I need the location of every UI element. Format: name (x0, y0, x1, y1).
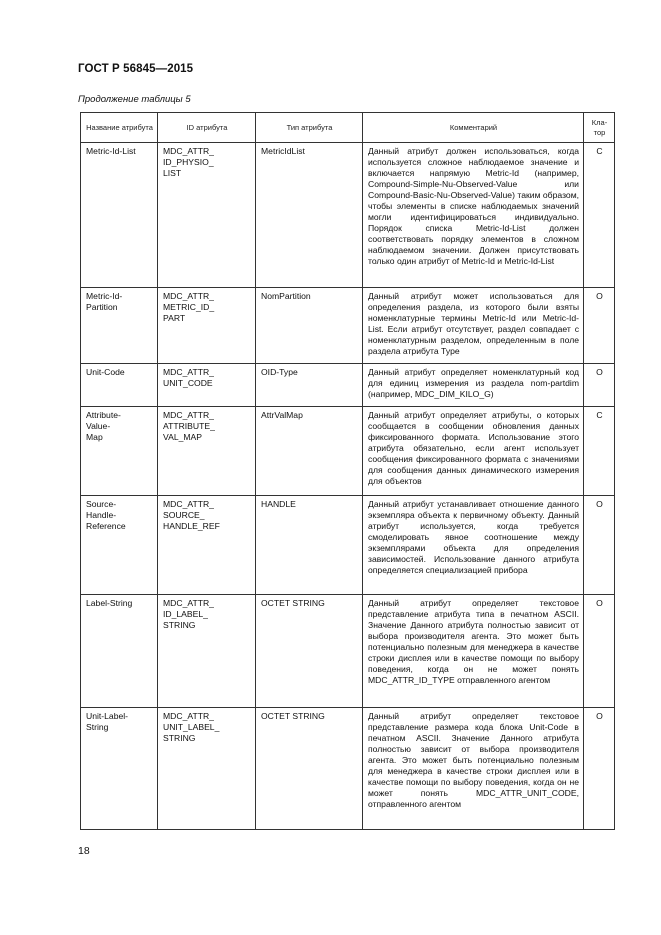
table-row (81, 496, 615, 595)
attribute-name-cell: Metric-Id-List (81, 143, 158, 288)
attribute-type-cell: HANDLE (256, 496, 363, 595)
attribute-comment-cell: Данный атрибут определяет текстовое представление размера кода блока Unit-Code в печатном ASCII. Значение Данного атрибута полностью зависит от выбора производителя агента. Это может быть потенциально полезным для менеджера в качестве строки дисплея или в качестве помощи по выбору поведения, когда он не может понять MDC_ATTR_UNIT_CODE, отправленного агентом (363, 708, 584, 830)
attribute-id-cell: MDC_ATTR_ UNIT_LABEL_ STRING (158, 708, 256, 830)
column-header-id: ID атрибута (158, 113, 256, 143)
attribute-comment-cell: Данный атрибут определяет текстовое представление атрибута типа в печатном ASCII. Значение Данного атрибута полностью зависит от выбора производителя агента. Это может быть потенциально полезным для менеджера в качестве строки дисплея или в качестве помощи по выбору поведения, когда он не может понять MDC_ATTR_ID_TYPE отправленного агентом (363, 595, 584, 708)
attribute-comment-cell: Данный атрибут должен использоваться, когда используется сложное наблюдаемое значение и включается напрямую Metric-Id (например, Compound-Simple-Nu-Observed-Value или Compound-Basic-Nu-Observed-Value) таким образом, чтобы элементы в списке наблюдаемых значений могли идентифицироваться индивидуально. Порядок списка Metric-Id-List должен соответствовать порядку элементов в сложном наблюдаемом значении. Должен присутствовать только один атрибут of Metric-Id и Metric-Id-List (363, 143, 584, 288)
table-row (81, 407, 615, 496)
attribute-name-cell: Metric-Id- Partition (81, 288, 158, 364)
table-row (81, 143, 615, 288)
attribute-class-cell: O (584, 288, 615, 364)
attribute-name-cell: Source- Handle- Reference (81, 496, 158, 595)
attribute-type-cell: NomPartition (256, 288, 363, 364)
attribute-class-cell: O (584, 595, 615, 708)
attribute-class-cell: O (584, 496, 615, 595)
attribute-id-cell: MDC_ATTR_ METRIC_ID_ PART (158, 288, 256, 364)
table-row (81, 288, 615, 364)
table-header-row (81, 113, 615, 143)
column-header-type: Тип атрибута (256, 113, 363, 143)
column-header-class: Кла- тор (584, 113, 615, 143)
attribute-comment-cell: Данный атрибут определяет атрибуты, о которых сообщается в сообщении обновления данных фиксированного формата. Использование этого атрибута обязательно, если агент использует сообщения фиксированного формата с значениями для сообщения данных динамического измерения для объектов (363, 407, 584, 496)
attribute-comment-cell: Данный атрибут устанавливает отношение данного экземпляра объекта к первичному объекту. Данный атрибут используется, когда требуется смоделировать явное соотношение между экземплярами объекта для определения зависимостей. Использование данного атрибута определяется специализацией прибора (363, 496, 584, 595)
attribute-name-cell: Attribute- Value- Map (81, 407, 158, 496)
attribute-type-cell: MetricIdList (256, 143, 363, 288)
attribute-name-cell: Label-String (81, 595, 158, 708)
attribute-id-cell: MDC_ATTR_ ID_LABEL_ STRING (158, 595, 256, 708)
attribute-type-cell: OCTET STRING (256, 595, 363, 708)
attribute-id-cell: MDC_ATTR_ ATTRIBUTE_ VAL_MAP (158, 407, 256, 496)
attribute-id-cell: MDC_ATTR_ UNIT_CODE (158, 364, 256, 407)
attribute-name-cell: Unit-Label- String (81, 708, 158, 830)
attribute-class-cell: O (584, 708, 615, 830)
attribute-class-cell: C (584, 407, 615, 496)
attribute-class-cell: O (584, 364, 615, 407)
standard-title: ГОСТ Р 56845—2015 (78, 63, 194, 75)
column-header-comment: Комментарий (363, 113, 584, 143)
table-row (81, 708, 615, 830)
page-number: 18 (78, 845, 90, 857)
attribute-id-cell: MDC_ATTR_ ID_PHYSIO_ LIST (158, 143, 256, 288)
attributes-table (80, 112, 615, 830)
column-header-name: Название атрибута (81, 113, 158, 143)
attribute-type-cell: OCTET STRING (256, 708, 363, 830)
attribute-comment-cell: Данный атрибут может использоваться для определения раздела, из которого были взяты номенклатурные термины Metric-Id или Metric-Id-List. Если атрибут отсутствует, раздел совпадает с номенклатурным разделом, определенным в поле раздела атрибута Type (363, 288, 584, 364)
attribute-type-cell: OID-Type (256, 364, 363, 407)
attribute-name-cell: Unit-Code (81, 364, 158, 407)
attribute-id-cell: MDC_ATTR_ SOURCE_ HANDLE_REF (158, 496, 256, 595)
attribute-comment-cell: Данный атрибут определяет номенклатурный код для единиц измерения из раздела nom-partdim (например, MDC_DIM_KILO_G) (363, 364, 584, 407)
table-row (81, 364, 615, 407)
attribute-type-cell: AttrValMap (256, 407, 363, 496)
table-row (81, 595, 615, 708)
table-caption: Продолжение таблицы 5 (78, 94, 191, 105)
attribute-class-cell: C (584, 143, 615, 288)
